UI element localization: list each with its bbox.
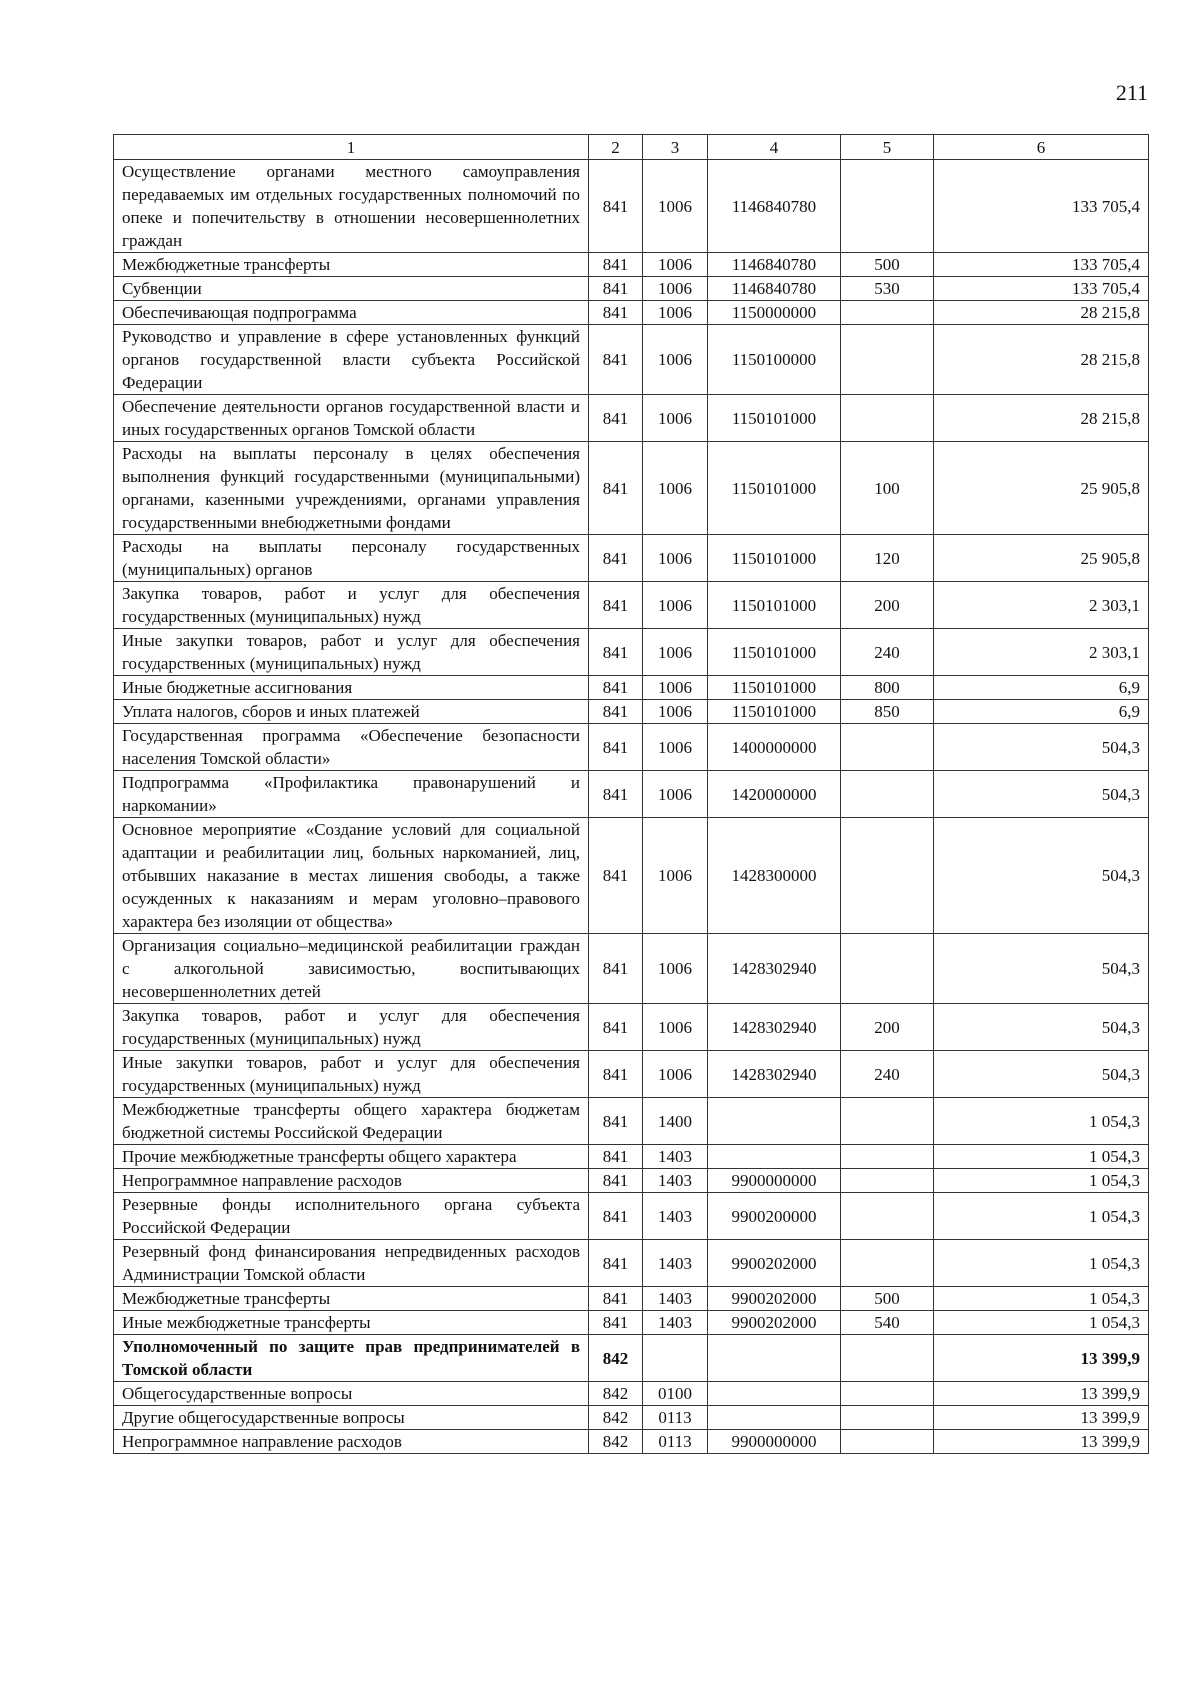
row-code-cell: 842 (589, 1430, 643, 1454)
row-expense-type-cell (841, 1169, 934, 1193)
row-section-cell: 0100 (643, 1382, 708, 1406)
row-target-article-cell: 1150100000 (708, 325, 841, 395)
table-row (114, 325, 1149, 395)
row-code-cell: 841 (589, 535, 643, 582)
row-section-cell: 1403 (643, 1193, 708, 1240)
table-row (114, 1335, 1149, 1382)
row-code-cell: 841 (589, 1240, 643, 1287)
row-code-cell: 842 (589, 1382, 643, 1406)
row-name-cell: Общегосударственные вопросы (114, 1382, 589, 1406)
row-name-cell: Осуществление органами местного самоуправления передаваемых им отдельных государственных полномочий по опеке и попечительству в отношении несовершеннолетних граждан (114, 160, 589, 253)
table-row (114, 301, 1149, 325)
table-row (114, 535, 1149, 582)
row-name-cell: Уплата налогов, сборов и иных платежей (114, 700, 589, 724)
row-amount-cell: 1 054,3 (934, 1145, 1149, 1169)
table-row (114, 253, 1149, 277)
row-target-article-cell: 1150000000 (708, 301, 841, 325)
row-expense-type-cell (841, 160, 934, 253)
row-code-cell: 841 (589, 724, 643, 771)
row-section-cell: 1006 (643, 535, 708, 582)
row-expense-type-cell: 100 (841, 442, 934, 535)
row-name-cell: Субвенции (114, 277, 589, 301)
row-amount-cell: 13 399,9 (934, 1406, 1149, 1430)
row-expense-type-cell (841, 1098, 934, 1145)
row-amount-cell: 504,3 (934, 1004, 1149, 1051)
row-amount-cell: 504,3 (934, 724, 1149, 771)
row-code-cell: 841 (589, 1311, 643, 1335)
table-row (114, 1240, 1149, 1287)
row-expense-type-cell: 240 (841, 629, 934, 676)
row-target-article-cell: 1428302940 (708, 934, 841, 1004)
row-expense-type-cell (841, 1382, 934, 1406)
row-amount-cell: 13 399,9 (934, 1382, 1149, 1406)
row-target-article-cell: 1150101000 (708, 395, 841, 442)
row-expense-type-cell: 120 (841, 535, 934, 582)
row-section-cell: 1006 (643, 771, 708, 818)
row-name-cell: Иные закупки товаров, работ и услуг для обеспечения государственных (муниципальных) нужд (114, 1051, 589, 1098)
table-row (114, 1311, 1149, 1335)
row-name-cell: Иные межбюджетные трансферты (114, 1311, 589, 1335)
row-section-cell: 0113 (643, 1406, 708, 1430)
column-header: 3 (643, 135, 708, 160)
table-row (114, 1051, 1149, 1098)
row-name-cell: Организация социально–медицинской реабилитации граждан с алкогольной зависимостью, воспитывающих несовершеннолетних детей (114, 934, 589, 1004)
row-expense-type-cell (841, 771, 934, 818)
row-code-cell: 841 (589, 1169, 643, 1193)
row-target-article-cell: 1428302940 (708, 1004, 841, 1051)
row-section-cell: 1006 (643, 301, 708, 325)
table-row (114, 1169, 1149, 1193)
table-row (114, 1193, 1149, 1240)
row-section-cell: 1006 (643, 442, 708, 535)
row-amount-cell: 504,3 (934, 818, 1149, 934)
row-target-article-cell: 1150101000 (708, 535, 841, 582)
row-section-cell: 1403 (643, 1240, 708, 1287)
budget-table (113, 134, 1149, 1454)
row-section-cell (643, 1335, 708, 1382)
row-code-cell: 841 (589, 771, 643, 818)
row-name-cell: Государственная программа «Обеспечение безопасности населения Томской области» (114, 724, 589, 771)
row-code-cell: 841 (589, 676, 643, 700)
row-name-cell: Межбюджетные трансферты общего характера бюджетам бюджетной системы Российской Федерации (114, 1098, 589, 1145)
row-expense-type-cell (841, 818, 934, 934)
row-expense-type-cell (841, 1145, 934, 1169)
row-amount-cell: 2 303,1 (934, 629, 1149, 676)
column-header: 4 (708, 135, 841, 160)
row-section-cell: 1006 (643, 629, 708, 676)
column-header: 2 (589, 135, 643, 160)
table-row (114, 1382, 1149, 1406)
row-code-cell: 841 (589, 395, 643, 442)
row-target-article-cell: 9900000000 (708, 1430, 841, 1454)
row-amount-cell: 504,3 (934, 934, 1149, 1004)
row-amount-cell: 1 054,3 (934, 1098, 1149, 1145)
row-section-cell: 1006 (643, 818, 708, 934)
row-amount-cell: 25 905,8 (934, 442, 1149, 535)
table-row (114, 934, 1149, 1004)
table-row (114, 1430, 1149, 1454)
row-name-cell: Другие общегосударственные вопросы (114, 1406, 589, 1430)
row-amount-cell: 504,3 (934, 771, 1149, 818)
row-amount-cell: 6,9 (934, 700, 1149, 724)
table-row (114, 1004, 1149, 1051)
row-target-article-cell: 1428302940 (708, 1051, 841, 1098)
row-code-cell: 841 (589, 1004, 643, 1051)
row-expense-type-cell (841, 1240, 934, 1287)
row-expense-type-cell (841, 724, 934, 771)
row-amount-cell: 1 054,3 (934, 1193, 1149, 1240)
row-code-cell: 841 (589, 1145, 643, 1169)
row-target-article-cell (708, 1335, 841, 1382)
row-section-cell: 1006 (643, 277, 708, 301)
row-target-article-cell: 9900000000 (708, 1169, 841, 1193)
row-expense-type-cell: 500 (841, 253, 934, 277)
row-target-article-cell: 9900200000 (708, 1193, 841, 1240)
row-target-article-cell (708, 1382, 841, 1406)
row-code-cell: 842 (589, 1406, 643, 1430)
row-target-article-cell (708, 1406, 841, 1430)
row-section-cell: 1006 (643, 1051, 708, 1098)
row-target-article-cell: 9900202000 (708, 1311, 841, 1335)
row-amount-cell: 1 054,3 (934, 1287, 1149, 1311)
row-amount-cell: 504,3 (934, 1051, 1149, 1098)
row-expense-type-cell (841, 301, 934, 325)
row-code-cell: 841 (589, 582, 643, 629)
row-expense-type-cell (841, 1430, 934, 1454)
row-name-cell: Резервный фонд финансирования непредвиденных расходов Администрации Томской области (114, 1240, 589, 1287)
row-name-cell: Межбюджетные трансферты (114, 253, 589, 277)
row-section-cell: 1403 (643, 1145, 708, 1169)
column-header: 6 (934, 135, 1149, 160)
row-expense-type-cell: 540 (841, 1311, 934, 1335)
row-code-cell: 841 (589, 1193, 643, 1240)
table-row (114, 1287, 1149, 1311)
row-section-cell: 1006 (643, 395, 708, 442)
table-row (114, 1098, 1149, 1145)
row-name-cell: Межбюджетные трансферты (114, 1287, 589, 1311)
row-code-cell: 841 (589, 1287, 643, 1311)
row-target-article-cell: 1150101000 (708, 442, 841, 535)
row-name-cell: Обеспечение деятельности органов государственной власти и иных государственных органов Томской области (114, 395, 589, 442)
row-code-cell: 841 (589, 301, 643, 325)
table-row (114, 395, 1149, 442)
row-target-article-cell: 1146840780 (708, 253, 841, 277)
table-row (114, 1406, 1149, 1430)
row-code-cell: 842 (589, 1335, 643, 1382)
row-amount-cell: 133 705,4 (934, 160, 1149, 253)
row-code-cell: 841 (589, 277, 643, 301)
row-amount-cell: 1 054,3 (934, 1169, 1149, 1193)
row-amount-cell: 28 215,8 (934, 395, 1149, 442)
row-target-article-cell (708, 1098, 841, 1145)
table-row (114, 676, 1149, 700)
row-section-cell: 1403 (643, 1311, 708, 1335)
row-target-article-cell: 9900202000 (708, 1287, 841, 1311)
row-code-cell: 841 (589, 934, 643, 1004)
column-header: 5 (841, 135, 934, 160)
row-name-cell: Прочие межбюджетные трансферты общего характера (114, 1145, 589, 1169)
row-name-cell: Основное мероприятие «Создание условий для социальной адаптации и реабилитации лиц, больных наркоманией, лиц, отбывших наказание в местах лишения свободы, а также осужденных к наказаниям и мерам уголовно–правового характера без изоляции от общества» (114, 818, 589, 934)
row-section-cell: 1403 (643, 1169, 708, 1193)
row-code-cell: 841 (589, 325, 643, 395)
row-name-cell: Руководство и управление в сфере установленных функций органов государственной власти субъекта Российской Федерации (114, 325, 589, 395)
table-row (114, 629, 1149, 676)
row-name-cell: Непрограммное направление расходов (114, 1430, 589, 1454)
row-target-article-cell: 1150101000 (708, 676, 841, 700)
row-section-cell: 1006 (643, 724, 708, 771)
row-section-cell: 1400 (643, 1098, 708, 1145)
row-name-cell: Уполномоченный по защите прав предпринимателей в Томской области (114, 1335, 589, 1382)
row-expense-type-cell: 530 (841, 277, 934, 301)
row-amount-cell: 1 054,3 (934, 1240, 1149, 1287)
row-target-article-cell: 9900202000 (708, 1240, 841, 1287)
table-row (114, 277, 1149, 301)
row-expense-type-cell: 500 (841, 1287, 934, 1311)
row-amount-cell: 28 215,8 (934, 301, 1149, 325)
row-code-cell: 841 (589, 1051, 643, 1098)
row-target-article-cell: 1428300000 (708, 818, 841, 934)
row-target-article-cell: 1150101000 (708, 582, 841, 629)
row-expense-type-cell: 240 (841, 1051, 934, 1098)
row-name-cell: Непрограммное направление расходов (114, 1169, 589, 1193)
row-section-cell: 1006 (643, 1004, 708, 1051)
row-code-cell: 841 (589, 1098, 643, 1145)
row-code-cell: 841 (589, 700, 643, 724)
row-code-cell: 841 (589, 253, 643, 277)
row-section-cell: 1006 (643, 700, 708, 724)
row-code-cell: 841 (589, 160, 643, 253)
row-section-cell: 1006 (643, 676, 708, 700)
row-section-cell: 1006 (643, 253, 708, 277)
row-name-cell: Расходы на выплаты персоналу государственных (муниципальных) органов (114, 535, 589, 582)
table-row (114, 442, 1149, 535)
table-row (114, 700, 1149, 724)
row-expense-type-cell (841, 1193, 934, 1240)
table-row (114, 724, 1149, 771)
row-target-article-cell: 1400000000 (708, 724, 841, 771)
row-section-cell: 1006 (643, 934, 708, 1004)
row-name-cell: Подпрограмма «Профилактика правонарушений и наркомании» (114, 771, 589, 818)
row-target-article-cell: 1146840780 (708, 160, 841, 253)
row-name-cell: Закупка товаров, работ и услуг для обеспечения государственных (муниципальных) нужд (114, 1004, 589, 1051)
row-target-article-cell (708, 1145, 841, 1169)
row-expense-type-cell (841, 325, 934, 395)
row-name-cell: Обеспечивающая подпрограмма (114, 301, 589, 325)
row-code-cell: 841 (589, 629, 643, 676)
row-name-cell: Иные бюджетные ассигнования (114, 676, 589, 700)
row-amount-cell: 1 054,3 (934, 1311, 1149, 1335)
row-expense-type-cell: 800 (841, 676, 934, 700)
row-expense-type-cell (841, 395, 934, 442)
row-expense-type-cell: 200 (841, 1004, 934, 1051)
table-body (114, 160, 1149, 1454)
row-target-article-cell: 1150101000 (708, 629, 841, 676)
row-expense-type-cell: 850 (841, 700, 934, 724)
row-section-cell: 1006 (643, 582, 708, 629)
row-amount-cell: 13 399,9 (934, 1430, 1149, 1454)
row-expense-type-cell (841, 1335, 934, 1382)
row-expense-type-cell: 200 (841, 582, 934, 629)
row-target-article-cell: 1146840780 (708, 277, 841, 301)
row-expense-type-cell (841, 934, 934, 1004)
table-header-row (114, 135, 1149, 160)
row-amount-cell: 2 303,1 (934, 582, 1149, 629)
row-name-cell: Расходы на выплаты персоналу в целях обеспечения выполнения функций государственными (муниципальными) органами, казенными учреждениями, органами управления государственными внебюджетными фондами (114, 442, 589, 535)
row-amount-cell: 28 215,8 (934, 325, 1149, 395)
row-name-cell: Закупка товаров, работ и услуг для обеспечения государственных (муниципальных) нужд (114, 582, 589, 629)
table-row (114, 160, 1149, 253)
row-code-cell: 841 (589, 442, 643, 535)
row-target-article-cell: 1150101000 (708, 700, 841, 724)
table-row (114, 771, 1149, 818)
row-name-cell: Резервные фонды исполнительного органа субъекта Российской Федерации (114, 1193, 589, 1240)
row-section-cell: 1403 (643, 1287, 708, 1311)
row-section-cell: 0113 (643, 1430, 708, 1454)
row-amount-cell: 133 705,4 (934, 253, 1149, 277)
table-row (114, 818, 1149, 934)
row-amount-cell: 13 399,9 (934, 1335, 1149, 1382)
row-amount-cell: 25 905,8 (934, 535, 1149, 582)
row-amount-cell: 133 705,4 (934, 277, 1149, 301)
row-section-cell: 1006 (643, 325, 708, 395)
row-name-cell: Иные закупки товаров, работ и услуг для обеспечения государственных (муниципальных) нужд (114, 629, 589, 676)
page-number: 211 (1115, 80, 1148, 105)
table-row (114, 582, 1149, 629)
row-amount-cell: 6,9 (934, 676, 1149, 700)
column-header: 1 (114, 135, 589, 160)
row-expense-type-cell (841, 1406, 934, 1430)
row-target-article-cell: 1420000000 (708, 771, 841, 818)
row-code-cell: 841 (589, 818, 643, 934)
table-row (114, 1145, 1149, 1169)
row-section-cell: 1006 (643, 160, 708, 253)
